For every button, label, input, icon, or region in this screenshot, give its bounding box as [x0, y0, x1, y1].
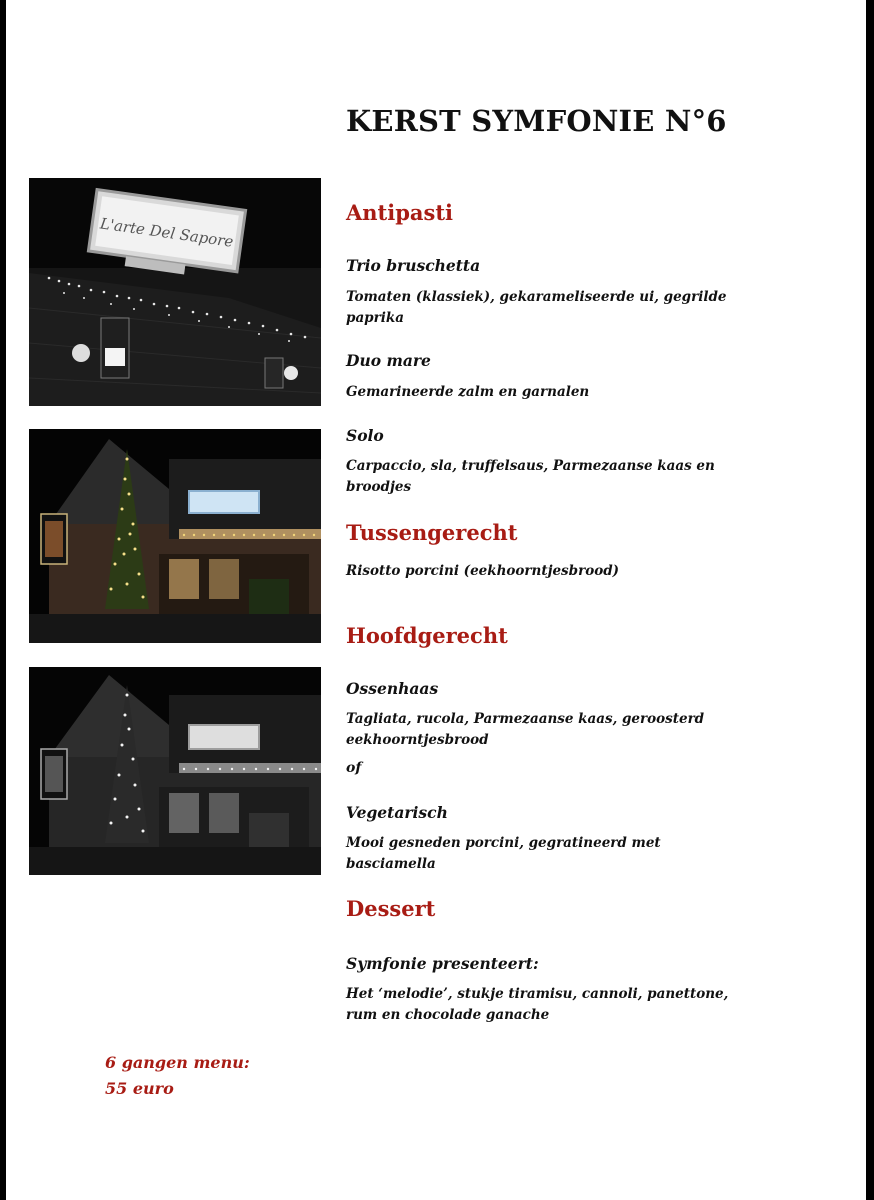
section-dessert: Dessert [346, 896, 436, 921]
dish-risotto-description: Risotto porcini (eekhoorntjesbrood) [346, 563, 620, 579]
dish-ossenhaas-description: Tagliata, rucola, Parmezaanse kaas, geroosterd eekhoorntjesbrood [346, 711, 705, 748]
dish-solo-description: Carpaccio, sla, truffelsaus, Parmezaanse kaas en broodjes [346, 458, 715, 495]
photo-terrace-color [29, 429, 321, 643]
sign-lettering: L'arte Del Sapore [99, 214, 235, 251]
price-line-courses: 6 gangen menu: [105, 1053, 250, 1072]
dish-symfonie: Symfonie presenteert: [346, 954, 539, 973]
dish-symfonie-description: Het ‘melodie’, stukje tiramisu, cannoli, panettone, rum en chocolade ganache [346, 986, 729, 1023]
dish-vegetarisch-description: Mooi gesneden porcini, gegratineerd met basciamella [346, 835, 661, 872]
price-line-amount: 55 euro [105, 1079, 174, 1098]
section-antipasti: Antipasti [346, 200, 454, 225]
section-hoofdgerecht: Hoofdgerecht [346, 623, 508, 648]
menu-page [6, 0, 866, 1200]
dish-ossenhaas: Ossenhaas [346, 679, 439, 698]
dish-alternative-of: of [346, 760, 362, 776]
photo-restaurant-sign [29, 178, 321, 406]
dish-duo-mare: Duo mare [346, 351, 431, 370]
menu-price [105, 1050, 250, 1102]
dish-vegetarisch: Vegetarisch [346, 803, 448, 822]
menu-title: KERST SYMFONIE N°6 [346, 104, 727, 138]
dish-trio-description: Tomaten (klassiek), gekarameliseerde ui, gegrilde paprika [346, 289, 727, 326]
section-tussengerecht: Tussengerecht [346, 520, 518, 545]
photo-terrace-bw [29, 667, 321, 875]
dish-trio-bruschetta: Trio bruschetta [346, 256, 481, 275]
dish-duo-description: Gemarineerde zalm en garnalen [346, 384, 590, 400]
dish-solo: Solo [346, 426, 384, 445]
